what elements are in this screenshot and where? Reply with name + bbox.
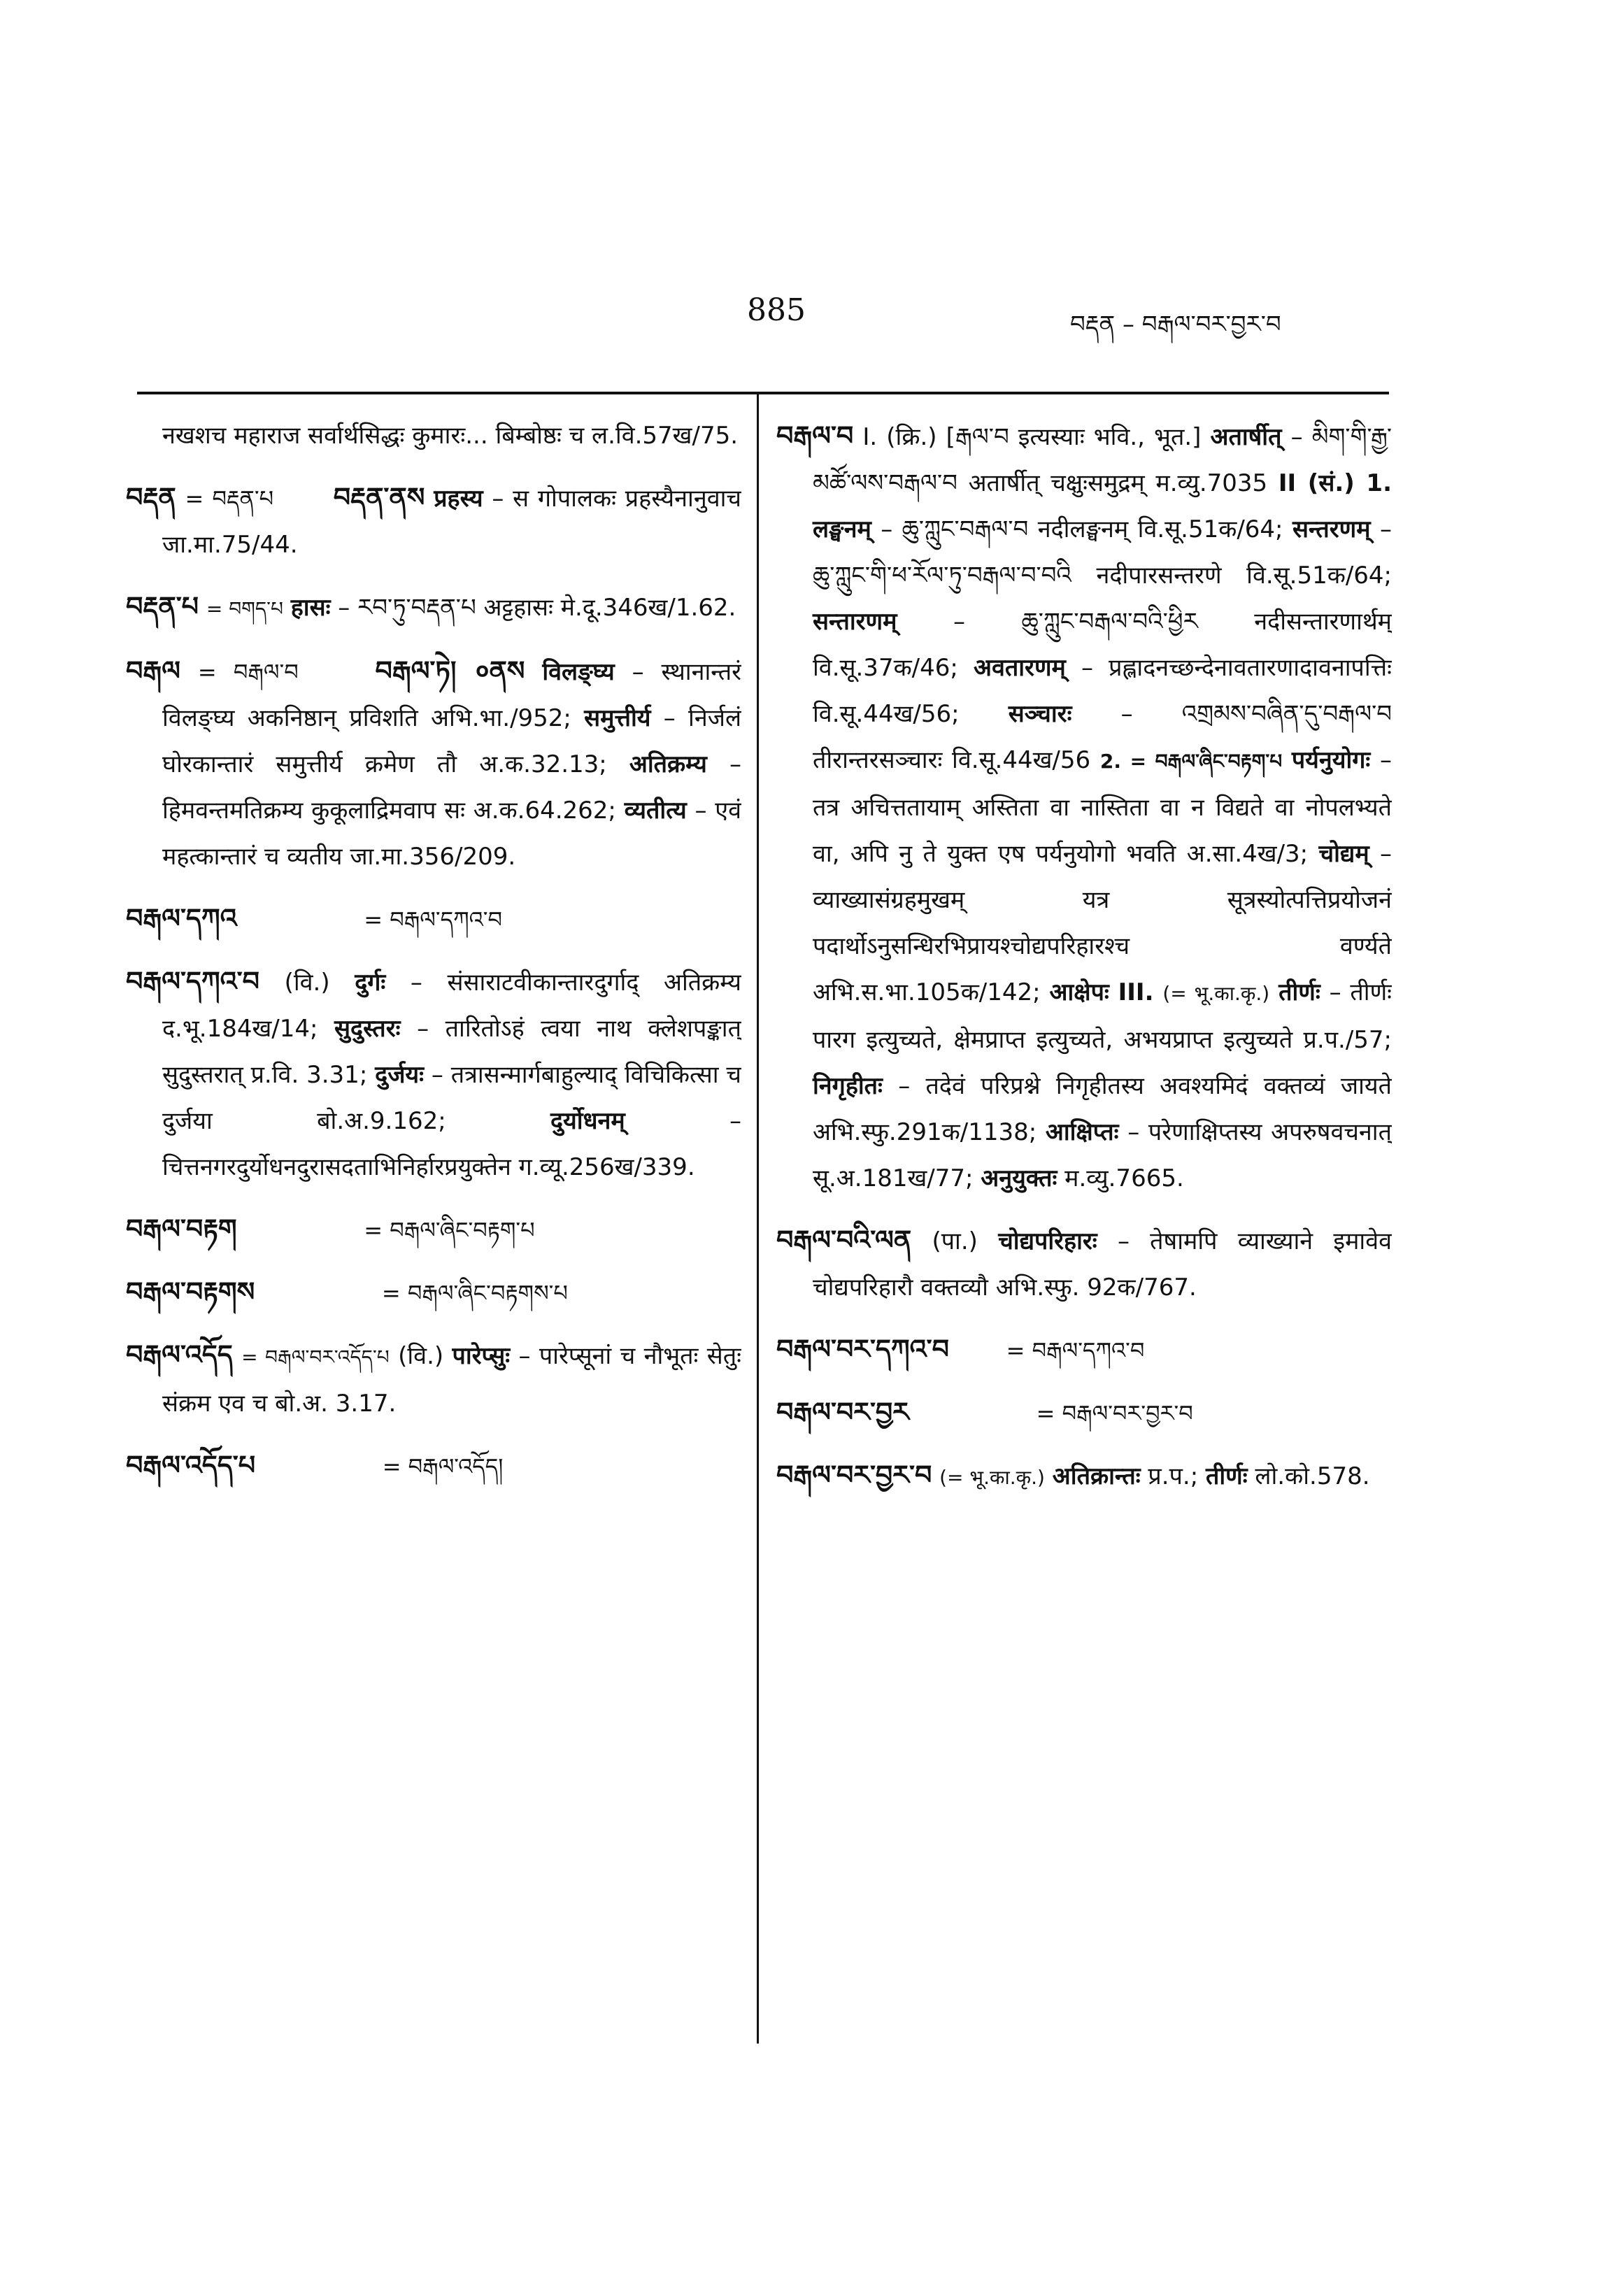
dictionary-entry (126, 1442, 741, 1490)
entry-text: – संसाराटवीकान्तारदुर्गाद् अतिक्रम्य द.भू.184ख/14; (162, 969, 741, 1043)
entry-term: सुदुस्तरः (334, 1015, 401, 1043)
entry-text: – परेणाक्षिप्तस्य अपरुषवचनात् सू.अ.181ख/77; (813, 1118, 1392, 1192)
entry-etymology-note: [རྒལ་བ इत्यस्याः भवि., भूत.] (946, 423, 1202, 451)
entry-term: दुर्जयः (375, 1061, 425, 1089)
entry-cross-ref: = བརྒལ་དཀའ་བ (1006, 1337, 1145, 1364)
entry-grammar: 2. = བརྒལ་ཞིང་བརྟག་པ (1099, 750, 1283, 773)
page-number: 885 (747, 292, 806, 328)
entry-term: अतिक्रम्य (629, 750, 707, 778)
entry-text: – प्रह्लादनच्छन्देनावतारणादावनापत्तिः वि.सू.44ख/56; (813, 654, 1392, 728)
entry-grammar: (= भू.का.कृ.) (1162, 982, 1270, 1005)
entry-grammar: (= भू.का.कृ.) (939, 1466, 1045, 1489)
entry-term: अतार्षीत् (1210, 423, 1282, 451)
entry-term: तीर्णः (1278, 978, 1320, 1006)
entry-cross-ref: = བརྒལ་བར་འདོད་པ (241, 1346, 390, 1369)
dictionary-entry (776, 1217, 1392, 1311)
entry-term: सन्तारणम् (813, 608, 897, 636)
dictionary-entry (126, 583, 741, 632)
entry-term: तीर्णः (1205, 1462, 1248, 1490)
left-column (126, 413, 741, 2091)
entry-headword: བརྒལ་བའི་ལན (776, 1225, 912, 1255)
entry-cross-ref: = བརྒལ་དཀའ་བ (364, 906, 503, 933)
dictionary-entry (126, 474, 741, 568)
entry-term: पर्यनुयोगः (1291, 746, 1371, 774)
dictionary-entry-continuation (126, 413, 741, 459)
running-head: བརྡན – བརྒལ་བར་བྱར་བ (1070, 311, 1281, 338)
dictionary-entry (776, 1389, 1392, 1436)
entry-cross-ref: = བརྒལ་ཞིང་བརྟག་པ (364, 1217, 535, 1243)
entry-grammar: (वि.) (398, 1342, 444, 1370)
dictionary-entry (126, 895, 741, 943)
entry-term: पारेप्सुः (452, 1342, 511, 1370)
entry-term: प्रहस्य (434, 485, 483, 513)
entry-text: – तीर्णः पारग इत्युच्यते, क्षेमप्राप्त इत्युच्यते, अभयप्राप्त इत्युच्यते प्र.प./57; (813, 978, 1392, 1054)
entry-term: अवतारणम् (973, 654, 1066, 682)
dictionary-entry (126, 1206, 741, 1253)
entry-headword: བརྒལ (126, 655, 180, 686)
entry-cross-ref: = བརྒལ་ཞིང་བརྟགས་པ (381, 1280, 568, 1306)
dictionary-entry (776, 1452, 1392, 1501)
header-rule (137, 392, 1389, 394)
entry-cross-ref: = བརྒལ་བ (197, 659, 299, 685)
entry-grammar: I. (क्रि.) (862, 423, 937, 451)
dictionary-entry (126, 1332, 741, 1427)
entry-text: – व्याख्यासंग्रहमुखम् यत्र सूत्रस्योत्पत्तिप्रयोजनं पदार्थोऽनुसन्धिरभिप्रायश्चोद्यपरिहारश्च वर्ण्यते अभि.स.भा.105क/142; (813, 840, 1392, 1006)
dictionary-entry (126, 958, 741, 1190)
entry-text: – तारितोऽहं त्वया नाथ क्लेशपङ्कात् सुदुस्तरात् प्र.वि. 3.31; (162, 1015, 741, 1089)
entry-term: समुत्तीर्य (584, 704, 651, 732)
entry-text: नखशच महाराज सर्वार्थसिद्धः कुमारः... बिम्बोष्ठः च ल.वि.57ख/75. (162, 422, 739, 450)
entry-sub-headword: བརྒལ་ཏེ། ०ནས (375, 655, 525, 686)
entry-text: – एवं महत्कान्तारं च व्यतीय जा.मा.356/209. (162, 797, 741, 871)
dictionary-entry (126, 1269, 741, 1316)
entry-text: – ཆུ་ཀླུང་བརྒལ་བའི་ཕྱིར नदीसन्तारणार्थम् वि.सू.37क/46; (813, 608, 1392, 682)
entry-text: – स गोपालकः प्रहस्यैनानुवाच जा.मा.75/44. (162, 485, 741, 559)
entry-text: – तेषामपि व्याख्याने इमावेव चोद्यपरिहारौ वक्तव्यौ अभि.स्फु. 92क/767. (813, 1227, 1392, 1302)
entry-headword: བརྒལ་བ (776, 420, 854, 451)
entry-term: हासः (290, 594, 331, 622)
entry-term: अनुयुक्तः (981, 1164, 1057, 1192)
entry-term: दुर्योधनम् (550, 1107, 625, 1135)
dictionary-entry (776, 1326, 1392, 1374)
dictionary-entry (776, 413, 1392, 1202)
entry-grammar: III. (1118, 978, 1154, 1006)
right-column (776, 413, 1392, 2091)
entry-grammar: (वि.) (284, 969, 330, 997)
entry-term: विलङ्घ्य (542, 658, 615, 686)
entry-term: चोद्यपरिहारः (998, 1227, 1097, 1255)
entry-text: – མིག་གི་རྒྱ་མཚོ་ལས་བརྒལ་བ अतार्षीत् चक्षुःसमुद्रम् म.व्यु.7035 (813, 423, 1392, 497)
entry-term: लङ्घनम् (813, 515, 871, 543)
entry-headword: བརྒལ་དཀའ (126, 903, 237, 934)
entry-term: व्यतीत्य (624, 797, 687, 825)
entry-text: – तदेवं परिप्रश्ने निगृहीतस्य अवश्यमिदं वक्तव्यं जायते अभि.स्फु.291क/1138; (813, 1072, 1392, 1146)
entry-headword: བརྒལ་བརྟགས (126, 1276, 255, 1307)
entry-headword: བརྡན (126, 482, 176, 513)
entry-text: – तत्रासन्मार्गबाहुल्याद् विचिकित्सा च दुर्जया बो.अ.9.162; (162, 1061, 741, 1135)
entry-headword: བརྒལ་བར་བྱར (776, 1397, 909, 1427)
entry-text: लो.को.578. (1255, 1462, 1370, 1490)
entry-term: सन्तरणम् (1292, 515, 1371, 543)
entry-sub-headword: བརྡན་ནས (333, 482, 425, 513)
entry-cross-ref: = བགད་པ (206, 597, 283, 620)
entry-text: – पारेप्सूनां च नौभूतः सेतुः संक्रम एव च बो.अ. 3.17. (162, 1342, 741, 1418)
entry-cross-ref: = བརྒལ་བར་བྱར་བ (1036, 1400, 1193, 1427)
entry-term: आक्षेपः (1049, 978, 1109, 1006)
entry-term: सञ्चारः (1008, 700, 1072, 728)
entry-text: – ཆུ་ཀླུང་བརྒལ་བ नदीलङ्घनम् वि.सू.51क/64; (881, 515, 1283, 543)
entry-headword: བརྒལ་དཀའ་བ (126, 966, 259, 997)
entry-cross-ref: = བརྡན་པ (185, 485, 274, 512)
entry-cross-ref: = བརྒལ་འདོད། (382, 1453, 504, 1480)
entry-term: आक्षिप्तः (1045, 1118, 1119, 1146)
entry-term: चोद्यम् (1318, 840, 1369, 868)
column-divider (757, 393, 759, 2044)
entry-text: – ཆུ་ཀླུང་གི་ཕ་རོལ་ཏུ་བརྒལ་བ་བའི नदीपारसन्तरणे वि.सू.51क/64; (813, 515, 1392, 590)
entry-text: प्र.प.; (1148, 1462, 1199, 1490)
entry-text: – तत्र अचित्ततायाम् अस्तिता वा नास्तिता वा न विद्यते वा नोपलभ्यते वा, अपि नु ते युक्त एष पर्यनुयोगो भवति अ.सा.4ख/3; (813, 746, 1392, 868)
entry-term: दुर्गः (355, 969, 386, 997)
entry-headword: བརྒལ་འདོད་པ (126, 1450, 256, 1481)
entry-headword: བརྒལ་བར་བྱར་བ (776, 1460, 932, 1490)
entry-text: – རབ་ཏུ་བརྡན་པ अट्टहासः मे.दू.346ख/1.62. (338, 594, 736, 622)
entry-text: – स्थानान्तरं विलङ्घ्य अकनिष्ठान् प्रविशति अभि.भा./952; (162, 658, 741, 732)
entry-headword: བརྡན་པ (126, 591, 199, 622)
entry-headword: བརྒལ་བར་དཀའ་བ (776, 1334, 949, 1364)
dictionary-entry (126, 648, 741, 880)
entry-term: अतिक्रान्तः (1052, 1462, 1141, 1490)
entry-grammar: II (सं.) 1. (1278, 469, 1392, 497)
entry-headword: བརྒལ་འདོད (126, 1339, 233, 1370)
entry-text: – हिमवन्तमतिक्रम्य कुकूलाद्रिमवाप सः अ.क.64.262; (162, 750, 741, 825)
entry-grammar: (पा.) (932, 1227, 978, 1255)
entry-text: – चित्तनगरदुर्योधनदुरासदताभिनिर्हारप्रयुक्तेन ग.व्यू.256ख/339. (162, 1107, 741, 1181)
entry-headword: བརྒལ་བརྟག (126, 1213, 237, 1244)
entry-text: – འགྲམས་བཞིན་དུ་བརྒལ་བ तीरान्तरसञ्चारः वि.सू.44ख/56 (813, 700, 1392, 774)
entry-term: निगृहीतः (813, 1072, 883, 1100)
entry-text: म.व्यु.7665. (1064, 1164, 1184, 1192)
entry-text: – निर्जलं घोरकान्तारं समुत्तीर्य क्रमेण तौ अ.क.32.13; (162, 704, 741, 778)
